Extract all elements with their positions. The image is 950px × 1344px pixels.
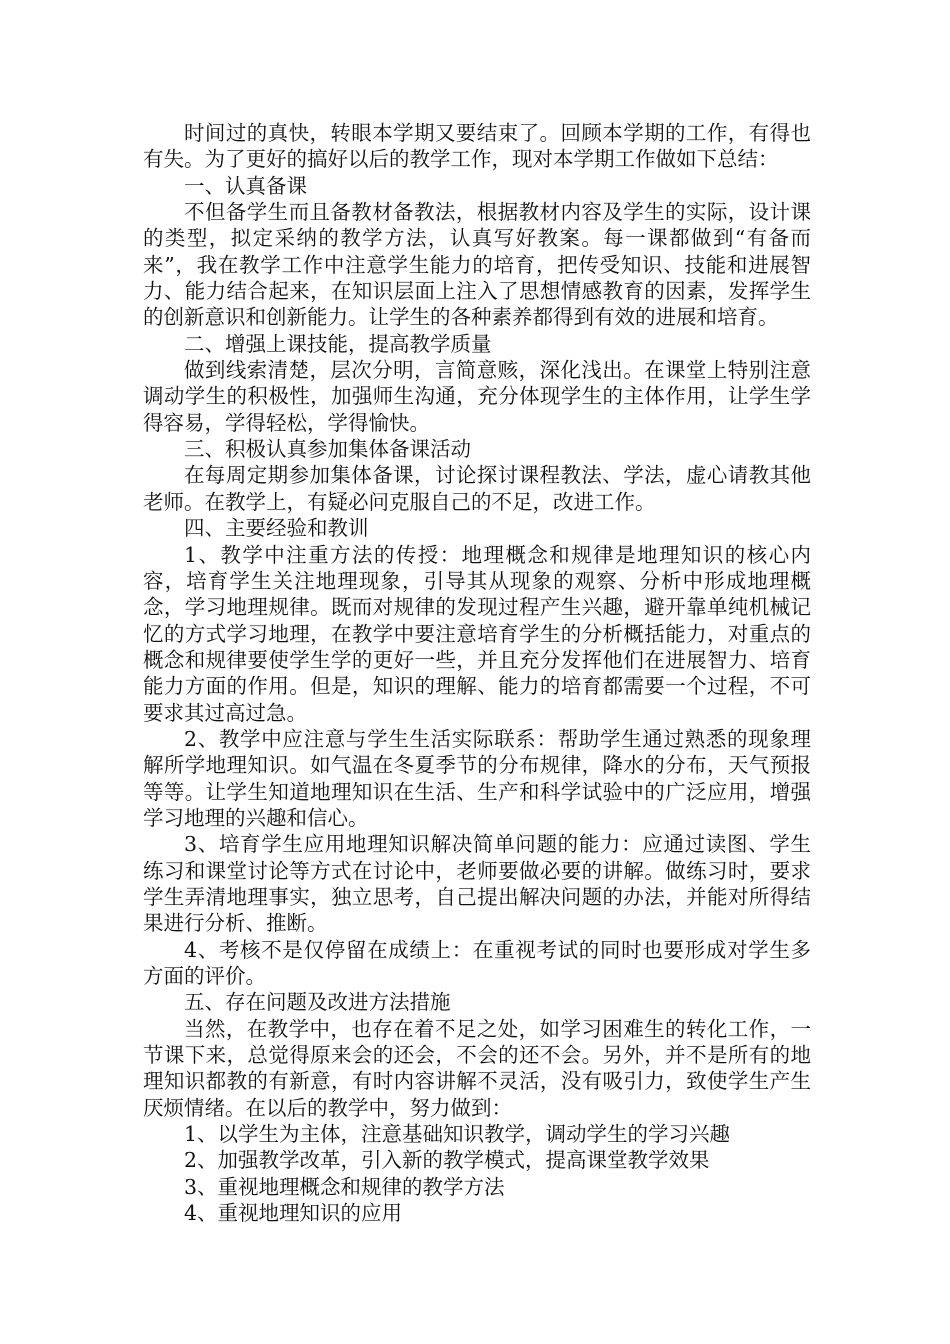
experience-item-2: 2、教学中应注意与学生生活实际联系：帮助学生通过熟悉的现象理解所学地理知识。如气温在冬夏季节的分布规律，降水的分布，天气预报等等。让学生知道地理知识在生活、生产和科学试验中的广泛应用，增强学习地理的兴趣和信心。 (143, 726, 811, 830)
section-paragraph: 当然，在教学中，也存在着不足之处，如学习困难生的转化工作，一节课下来，总觉得原来会的还会，不会的还不会。另外，并不是所有的地理知识都教的有新意，有时内容讲解不灵活，没有吸引力，致使学生产生厌烦情绪。在以后的教学中，努力做到： (143, 1016, 811, 1120)
section-heading-3: 三、积极认真参加集体备课活动 (184, 437, 471, 462)
improvement-item-3: 3、重视地理概念和规律的教学方法 (184, 1174, 505, 1199)
section-paragraph: 做到线索清楚，层次分明，言简意赅，深化浅出。在课堂上特别注意调动学生的积极性，加强师生沟通，充分体现学生的主体作用，让学生学得容易，学得轻松，学得愉快。 (143, 358, 811, 435)
section-paragraph: 在每周定期参加集体备课，讨论探讨课程教法、学法，虚心请教其他老师。在教学上，有疑必问克服自己的不足，改进工作。 (143, 463, 811, 514)
improvement-item-4: 4、重视地理知识的应用 (184, 1201, 403, 1226)
experience-item-1: 1、教学中注重方法的传授：地理概念和规律是地理知识的核心内容，培育学生关注地理现象，引导其从现象的观察、分析中形成地理概念，学习地理规律。既而对规律的发现过程产生兴趣，避开靠单纯机械记忆的方式学习地理，在教学中要注意培育学生的分析概括能力，对重点的概念和规律要使学生学的更好一些，并且充分发挥他们在进展智力、培育能力方面的作用。但是，知识的理解、能力的培育都需要一个过程，不可要求其过高过急。 (143, 542, 811, 725)
section-heading-4: 四、主要经验和教训 (184, 516, 369, 541)
document-body (143, 120, 811, 1226)
experience-item-4: 4、考核不是仅停留在成绩上：在重视考试的同时也要形成对学生多方面的评价。 (143, 937, 811, 988)
improvement-item-2: 2、加强教学改革，引入新的教学模式，提高课堂教学效果 (184, 1148, 710, 1173)
section-heading-2: 二、增强上课技能，提高教学质量 (184, 331, 492, 356)
intro-paragraph: 时间过的真快，转眼本学期又要结束了。回顾本学期的工作，有得也有失。为了更好的搞好以后的教学工作，现对本学期工作做如下总结： (143, 121, 811, 172)
section-heading-1: 一、认真备课 (184, 173, 307, 198)
improvement-item-1: 1、以学生为主体，注意基础知识教学，调动学生的学习兴趣 (184, 1122, 731, 1147)
section-paragraph: 不但备学生而且备教材备教法，根据教材内容及学生的实际，设计课的类型，拟定采纳的教学方法，认真写好教案。每一课都做到“有备而来”，我在教学工作中注意学生能力的培育，把传受知识、技能和进展智力、能力结合起来，在知识层面上注入了思想情感教育的因素，发挥学生的创新意识和创新能力。让学生的各种素养都得到有效的进展和培育。 (143, 200, 811, 330)
experience-item-3: 3、培育学生应用地理知识解决简单问题的能力：应通过读图、学生练习和课堂讨论等方式在讨论中，老师要做必要的讲解。做练习时，要求学生弄清地理事实，独立思考，自己提出解决问题的办法，并能对所得结果进行分析、推断。 (143, 832, 811, 936)
section-heading-5: 五、存在问题及改进方法措施 (184, 990, 451, 1015)
